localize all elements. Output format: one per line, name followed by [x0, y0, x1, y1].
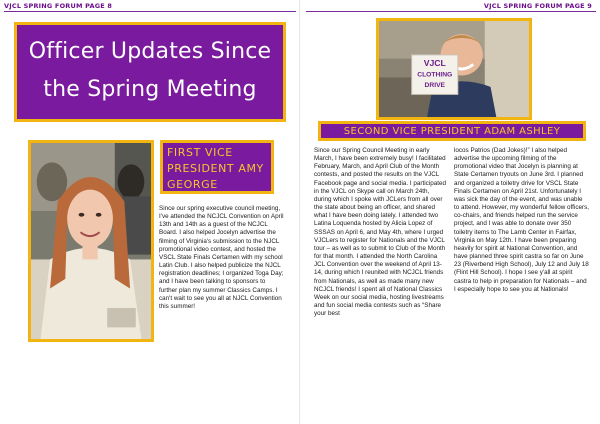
page-header-left: VJCL SPRING FORUM PAGE 8	[4, 2, 113, 10]
page-header-right: VJCL SPRING FORUM PAGE 9	[483, 2, 592, 10]
header-rule	[306, 11, 596, 12]
officer-update-text-column-1: Since our Spring Council Meeting in early March, I have been extremely busy! I facilitated February, March, and April Club of the Month contests, and posted the results on the VJCL Facebook page and social media. I participated in the VJCL on Skype call on March 24th, during which I spoke with JCLers from all over the state about being an officer, and shared what I have been doing lately. I attended two Latina Loquenda hosted by Alicia Lopez of SSSAS on April 6, and May 4th, where I urged VJCLers to register for Nationals and the VJCL tour – as well as to submit to Club of the Month for that month. I attended the North Carolina JCL Convention over the weekend of April 13-14, during which I reunited with NCJCL friends from Nationals, as well as made many new NCJCL friends! I spent all of National Classics Week on our social media, hosting livestreams and fun social media contests such as “Share your best	[314, 147, 446, 318]
officer-title: FIRST VICE PRESIDENT AMY GEORGE	[167, 146, 264, 191]
svg-text:VJCL: VJCL	[423, 58, 446, 69]
officer-title: SECOND VICE PRESIDENT ADAM ASHLEY	[343, 126, 561, 137]
officer-update-text-column-2: locos Patrios (Dad Jokes)!” I also helped advertise the upcoming filming of the promotional video that Jocelyn is planning at State Certamen tryouts on June 3rd. I planned and organized a toiletry drive for VSCL State Finals Certamen on April 21st. Unfortunately I was sick the day of the event, and was unable to attend. However, my wonderful fellow officers, co-chairs, and friends helped run the service project, and I was able to donate over 350 toiletry items to The Lamb Center in Fairfax, Virginia on May 12th. I have been preparing heavily for spirit at National Convention, and have planned three spirit castra so far on June 23 (Riverbend High School), July 12 and July 18 (Flint Hill School). I hope I see y'all at spirit castra to help in preparation for Nationals – and I especially hope to see you at Nationals!	[454, 147, 589, 293]
officer-update-text: Since our spring executive council meeting, I've attended the NCJCL Convention on April 13th and 14th as a guest of the NCJCL Board. I also helped Jocelyn advertise the filming of Virginia's submission to the NJCL promotional video contest, and hosted the VSCL State Finals Certamen with my school Latin Club. I also helped publicize the NJCL registration deadlines; I organized Toga Day; and I have been talking to sponsors to further plan my summer Classics Camps. I can't wait to see you all at NJCL Convention this summer!	[159, 205, 284, 310]
header-rule	[4, 11, 296, 12]
officer-title-banner	[160, 140, 274, 194]
photo-illustration	[31, 143, 151, 339]
amy-george-photo	[28, 140, 154, 342]
svg-text:DRIVE: DRIVE	[424, 81, 446, 89]
photo-illustration	[379, 21, 529, 117]
page-title: Officer Updates Since the Spring Meeting	[28, 39, 272, 102]
right-page	[300, 0, 600, 424]
adam-ashley-photo	[376, 18, 532, 120]
officer-title-banner	[318, 121, 586, 141]
svg-text:CLOTHING: CLOTHING	[417, 71, 453, 79]
title-banner	[14, 22, 286, 122]
